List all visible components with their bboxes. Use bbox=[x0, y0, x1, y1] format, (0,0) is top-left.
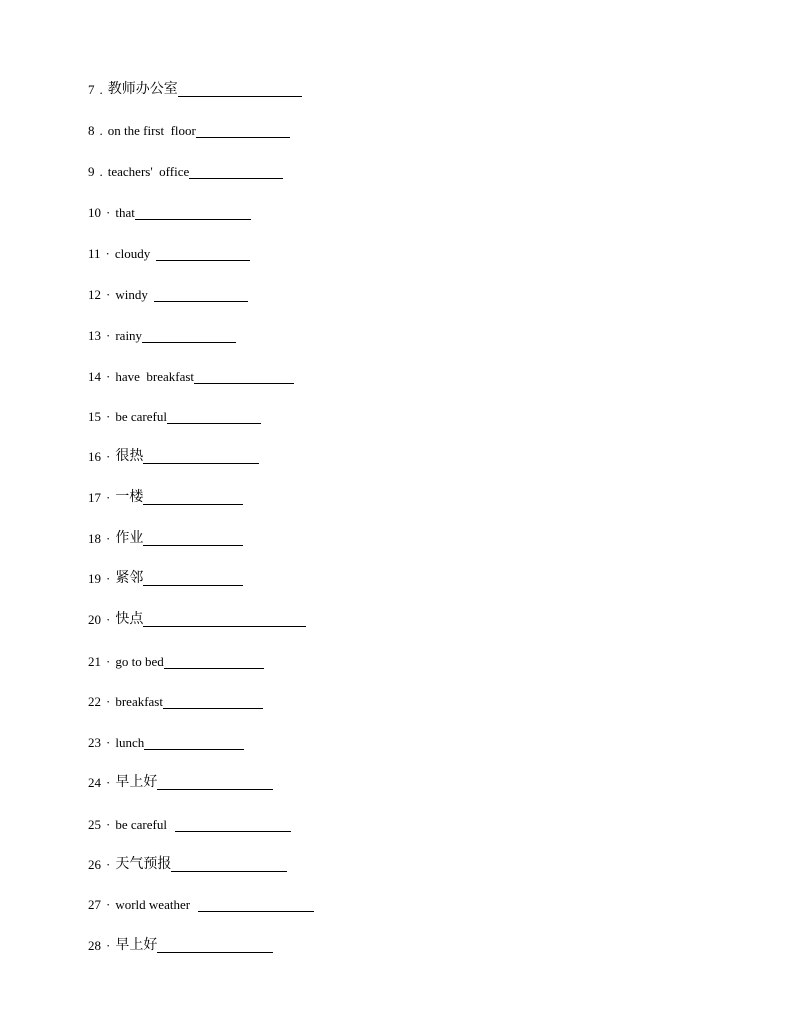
item-number: 23 bbox=[88, 735, 101, 750]
item-term: rainy bbox=[115, 328, 143, 343]
item-term: on the first floor bbox=[107, 123, 196, 138]
exercise-item bbox=[88, 199, 251, 221]
item-number: 15 bbox=[88, 409, 101, 424]
answer-blank-line[interactable] bbox=[156, 259, 250, 261]
item-term: cloudy bbox=[114, 246, 151, 261]
item-separator: · bbox=[106, 897, 111, 912]
answer-blank-line[interactable] bbox=[154, 300, 248, 302]
item-separator: · bbox=[106, 369, 111, 384]
item-term: teachers' office bbox=[107, 164, 190, 179]
item-number: 21 bbox=[88, 654, 101, 669]
item-separator: · bbox=[106, 938, 111, 953]
item-term: lunch bbox=[115, 735, 145, 750]
item-term: be careful bbox=[115, 409, 167, 424]
item-term: 快点 bbox=[115, 611, 144, 627]
item-separator: · bbox=[106, 409, 111, 424]
answer-blank-line[interactable] bbox=[196, 136, 290, 138]
exercise-item bbox=[88, 891, 314, 913]
item-term: 作业 bbox=[115, 530, 144, 546]
item-number: 19 bbox=[88, 571, 101, 586]
answer-blank-line[interactable] bbox=[143, 544, 243, 546]
exercise-item bbox=[88, 811, 291, 833]
item-term: 很热 bbox=[115, 448, 144, 464]
item-separator: · bbox=[106, 328, 111, 343]
item-separator: · bbox=[106, 694, 111, 709]
item-separator: · bbox=[106, 531, 111, 546]
answer-blank-line[interactable] bbox=[142, 341, 236, 343]
item-number: 14 bbox=[88, 369, 101, 384]
exercise-item bbox=[88, 769, 273, 791]
item-term: 一楼 bbox=[115, 489, 144, 505]
exercise-item bbox=[88, 648, 264, 670]
answer-blank-line[interactable] bbox=[143, 584, 243, 586]
item-separator: . bbox=[99, 164, 103, 179]
item-number: 20 bbox=[88, 612, 101, 627]
item-separator: · bbox=[106, 775, 111, 790]
answer-blank-line[interactable] bbox=[163, 707, 263, 709]
exercise-item bbox=[88, 363, 294, 385]
exercise-item bbox=[88, 851, 287, 873]
exercise-item bbox=[88, 525, 243, 547]
item-separator: · bbox=[106, 205, 111, 220]
exercise-item bbox=[88, 403, 261, 425]
exercise-item bbox=[88, 158, 283, 180]
item-number: 13 bbox=[88, 328, 101, 343]
item-term: 教师办公室 bbox=[107, 81, 178, 97]
item-term: 早上好 bbox=[115, 774, 158, 790]
exercise-item bbox=[88, 443, 259, 465]
answer-blank-line[interactable] bbox=[194, 382, 294, 384]
item-number: 26 bbox=[88, 857, 101, 872]
item-number: 8 bbox=[88, 123, 95, 138]
item-separator: . bbox=[99, 82, 103, 97]
item-term: windy bbox=[115, 287, 148, 302]
item-separator: · bbox=[106, 857, 111, 872]
item-number: 22 bbox=[88, 694, 101, 709]
item-separator: · bbox=[106, 612, 111, 627]
exercise-item bbox=[88, 76, 302, 98]
answer-blank-line[interactable] bbox=[167, 422, 261, 424]
item-number: 10 bbox=[88, 205, 101, 220]
item-separator: · bbox=[106, 449, 111, 464]
exercise-item bbox=[88, 240, 250, 262]
item-term: have breakfast bbox=[115, 369, 195, 384]
answer-blank-line[interactable] bbox=[144, 748, 244, 750]
item-term: world weather bbox=[115, 897, 191, 912]
answer-blank-line[interactable] bbox=[143, 625, 306, 627]
item-number: 7 bbox=[88, 82, 95, 97]
item-term: 紧邻 bbox=[115, 570, 144, 586]
item-separator: · bbox=[106, 735, 111, 750]
item-separator: · bbox=[106, 817, 111, 832]
item-separator: · bbox=[106, 287, 111, 302]
item-number: 24 bbox=[88, 775, 101, 790]
answer-blank-line[interactable] bbox=[157, 951, 273, 953]
exercise-item bbox=[88, 729, 244, 751]
item-separator: · bbox=[106, 571, 111, 586]
item-number: 12 bbox=[88, 287, 101, 302]
item-number: 28 bbox=[88, 938, 101, 953]
answer-blank-line[interactable] bbox=[164, 667, 264, 669]
item-number: 18 bbox=[88, 531, 101, 546]
item-separator: · bbox=[106, 654, 111, 669]
item-separator: · bbox=[106, 490, 111, 505]
answer-blank-line[interactable] bbox=[175, 830, 291, 832]
answer-blank-line[interactable] bbox=[143, 462, 259, 464]
exercise-item bbox=[88, 688, 263, 710]
exercise-item bbox=[88, 932, 273, 954]
item-separator: . bbox=[99, 123, 103, 138]
exercise-item bbox=[88, 565, 243, 587]
exercise-item bbox=[88, 606, 306, 628]
exercise-item bbox=[88, 484, 243, 506]
exercise-item bbox=[88, 322, 236, 344]
answer-blank-line[interactable] bbox=[135, 218, 251, 220]
item-term: go to bed bbox=[115, 654, 164, 669]
item-number: 16 bbox=[88, 449, 101, 464]
exercise-item bbox=[88, 117, 290, 139]
item-term: 早上好 bbox=[115, 937, 158, 953]
item-number: 9 bbox=[88, 164, 95, 179]
item-number: 17 bbox=[88, 490, 101, 505]
answer-blank-line[interactable] bbox=[189, 177, 283, 179]
answer-blank-line[interactable] bbox=[178, 95, 302, 97]
item-term: 天气预报 bbox=[115, 856, 172, 872]
answer-blank-line[interactable] bbox=[198, 910, 314, 912]
item-number: 11 bbox=[88, 246, 101, 261]
item-term: be careful bbox=[115, 817, 167, 832]
exercise-item bbox=[88, 281, 248, 303]
answer-blank-line[interactable] bbox=[157, 788, 273, 790]
item-separator: · bbox=[105, 246, 110, 261]
answer-blank-line[interactable] bbox=[143, 503, 243, 505]
item-term: that bbox=[115, 205, 135, 220]
item-number: 27 bbox=[88, 897, 101, 912]
item-term: breakfast bbox=[115, 694, 163, 709]
item-number: 25 bbox=[88, 817, 101, 832]
answer-blank-line[interactable] bbox=[171, 870, 287, 872]
